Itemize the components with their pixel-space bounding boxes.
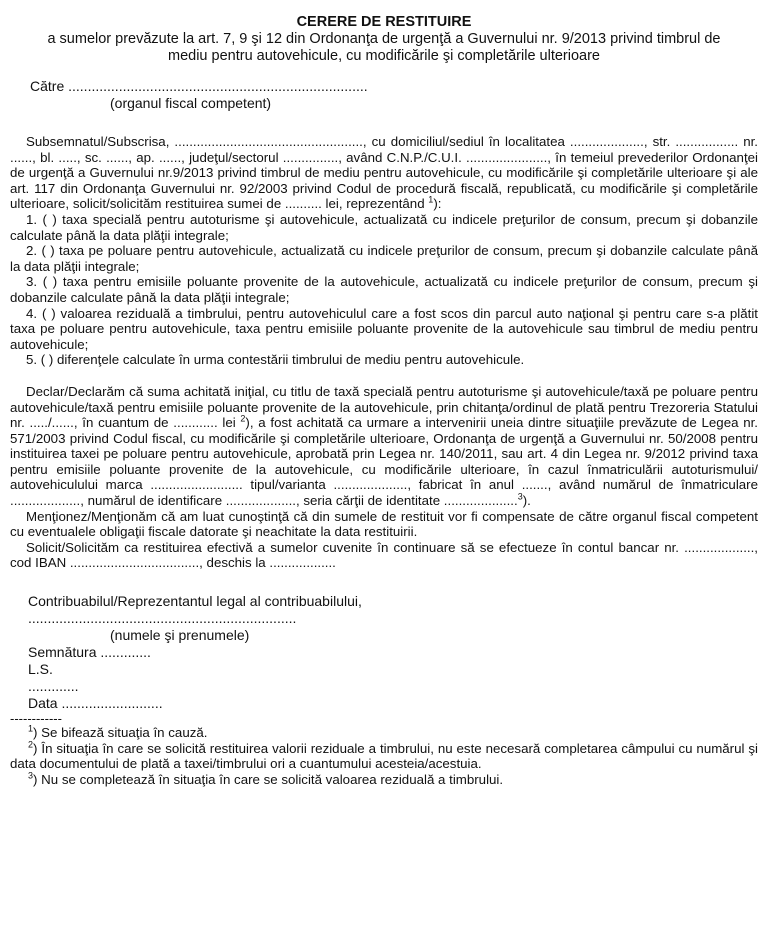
date-field: Data .......................... bbox=[28, 695, 163, 712]
option-item-1: 1. ( ) taxa specială pentru autoturisme şi autovehicule, actualizată cu indicele preţurilor de consum, precum şi dobanzile calculate până la data plăţii integrale; bbox=[10, 211, 758, 243]
document-subtitle: a sumelor prevăzute la art. 7, 9 şi 12 din Ordonanţa de urgenţă a Guvernului nr. 9/2013 privind timbrul de mediu pentru autovehicule, cu modificările şi completările ulterioare bbox=[47, 31, 721, 64]
footnote-mark-3: 3 bbox=[28, 770, 34, 781]
request-paragraph bbox=[10, 134, 758, 212]
mention-paragraph: Menţionez/Menţionăm că am luat cunoştinţă că din sumele de restituit vor fi compensate de către organul fiscal competent cu eventualele obligaţii fiscale datorate şi neachitate la data restituirii. bbox=[10, 508, 758, 540]
footnote-text-2: ) În situaţia în care se solicită restituirea valorii reziduale a timbrului, nu este necesară completarea câmpului cu numărul şi data documentului de plată a taxei/timbrului ori a cuantumului acesteia/acestuia. bbox=[10, 740, 758, 772]
signature-name-note: (numele şi prenumele) bbox=[110, 627, 250, 644]
option-item-2: 2. ( ) taxa pe poluare pentru autovehicule, actualizată cu indicele preţurilor de consum, precum şi dobanzile calculate până la data plăţii integrale; bbox=[10, 243, 758, 274]
option-item-5: 5. ( ) diferenţele calculate în urma contestării timbrului de mediu pentru autovehicule. bbox=[26, 352, 525, 368]
footnote-ref-2: 2 bbox=[240, 413, 246, 424]
seal-field: L.S. bbox=[28, 661, 53, 678]
footnote-text-3: ) Nu se completează în situaţia în care se solicită valoarea reziduală a timbrului. bbox=[33, 771, 504, 787]
seal-dots: ............. bbox=[28, 678, 79, 695]
footnote-mark-2: 2 bbox=[28, 739, 34, 750]
footnote-1 bbox=[10, 725, 758, 741]
footnote-ref-1: 1 bbox=[428, 194, 434, 205]
signature-name-line: ..................................................................... bbox=[28, 610, 297, 627]
footnote-mark-1: 1 bbox=[28, 723, 34, 734]
declaration-text-end: ). bbox=[522, 493, 531, 509]
option-item-4: 4. ( ) valoarea reziduală a timbrului, pentru autovehiculul care a fost scos din parcul auto naţional şi pentru care s-a plătit taxa pe poluare pentru autovehicule, taxa pentru emisiile poluante provenite de la autovehicule sau timbrul de mediu pentru autovehicule; bbox=[10, 305, 758, 352]
declaration-text-middle: ), a fost achitată ca urmare a intervenirii uneia dintre situaţiile prevăzute de Legea nr. 571/2003 privind Codul fiscal, cu modificările şi completările ulterioare, Ordonanţa de urgenţă a Guvernului nr. 50/2008 pentru instituirea taxei pe poluare pentru autovehicule, aprobată prin Legea nr. 140/2011, sau art. 4 din Legea nr. 9/2012 privind taxa pentru emisiile poluante provenite de la autovehicule, cu modificările ulterioare, în cazul înmatriculării autoturismului/ autovehiculului marca ......................... tipul/varianta ...................., fabricat în anul ......., având numărul de înmatriculare ..................., numărul de identificare ..................., seria cărţii de identitate .................... bbox=[10, 415, 758, 509]
footnote-ref-3: 3 bbox=[517, 491, 523, 502]
bank-paragraph: Solicit/Solicităm ca restituirea efectivă a sumelor cuvenite în continuare să se efectueze în contul bancar nr. ..................., cod IBAN ..................................., deschis la .................. bbox=[10, 539, 758, 571]
request-text-end: ): bbox=[433, 196, 442, 212]
footnote-3 bbox=[10, 772, 758, 788]
declaration-text: Declar/Declarăm că suma achitată iniţial, cu titlu de taxă specială pentru autoturisme şi autovehicule/taxă pe poluare pentru autovehicule/taxă pentru emisiile poluante provenite de la autovehicule, prin chitanţa/ordinul de plată pentru Trezoreria Statului nr. ...../......, în cuantum de ............ lei bbox=[10, 383, 758, 431]
declaration-paragraph bbox=[10, 384, 758, 509]
footnote-2 bbox=[10, 741, 758, 772]
document-title: CERERE DE RESTITUIRE bbox=[296, 14, 472, 30]
signature-heading: Contribuabilul/Reprezentantul legal al contribuabilului, bbox=[28, 593, 362, 610]
footnote-text-1: ) Se bifează situaţia în cauză. bbox=[33, 725, 208, 741]
option-item-3: 3. ( ) taxa pentru emisiile poluante provenite de la autovehicule, actualizată cu indicele preţurilor de consum, precum şi dobanzile calculate până la data plăţii integrale; bbox=[10, 274, 758, 305]
signature-field: Semnătura ............. bbox=[28, 644, 151, 661]
addressee-note: (organul fiscal competent) bbox=[110, 95, 272, 111]
addressee-line: Către ............................................................................. bbox=[30, 78, 368, 94]
footnote-separator: ------------ bbox=[10, 711, 62, 727]
request-text: Subsemnatul/Subscrisa, ..................................................., cu domiciliul/sediul în localitatea ...................., str. ................. nr. ......, bl. ....., sc. ......, ap. ......, judeţul/sectorul ..............., având C.N.P./C.U.I. ......................, în temeiul prevederilor Ordonanţei de urgenţă a Guvernului nr.9/2013 privind timbrul de mediu pentru autovehicule, cu modificările şi completările ulterioare şi ale art. 117 din Ordonanţa Guvernului nr. 92/2003 privind Codul de procedură fiscală, republicată, cu modificările şi completările ulterioare, solicit/solicităm restituirea sumei de .......... lei, reprezentând bbox=[10, 134, 758, 212]
